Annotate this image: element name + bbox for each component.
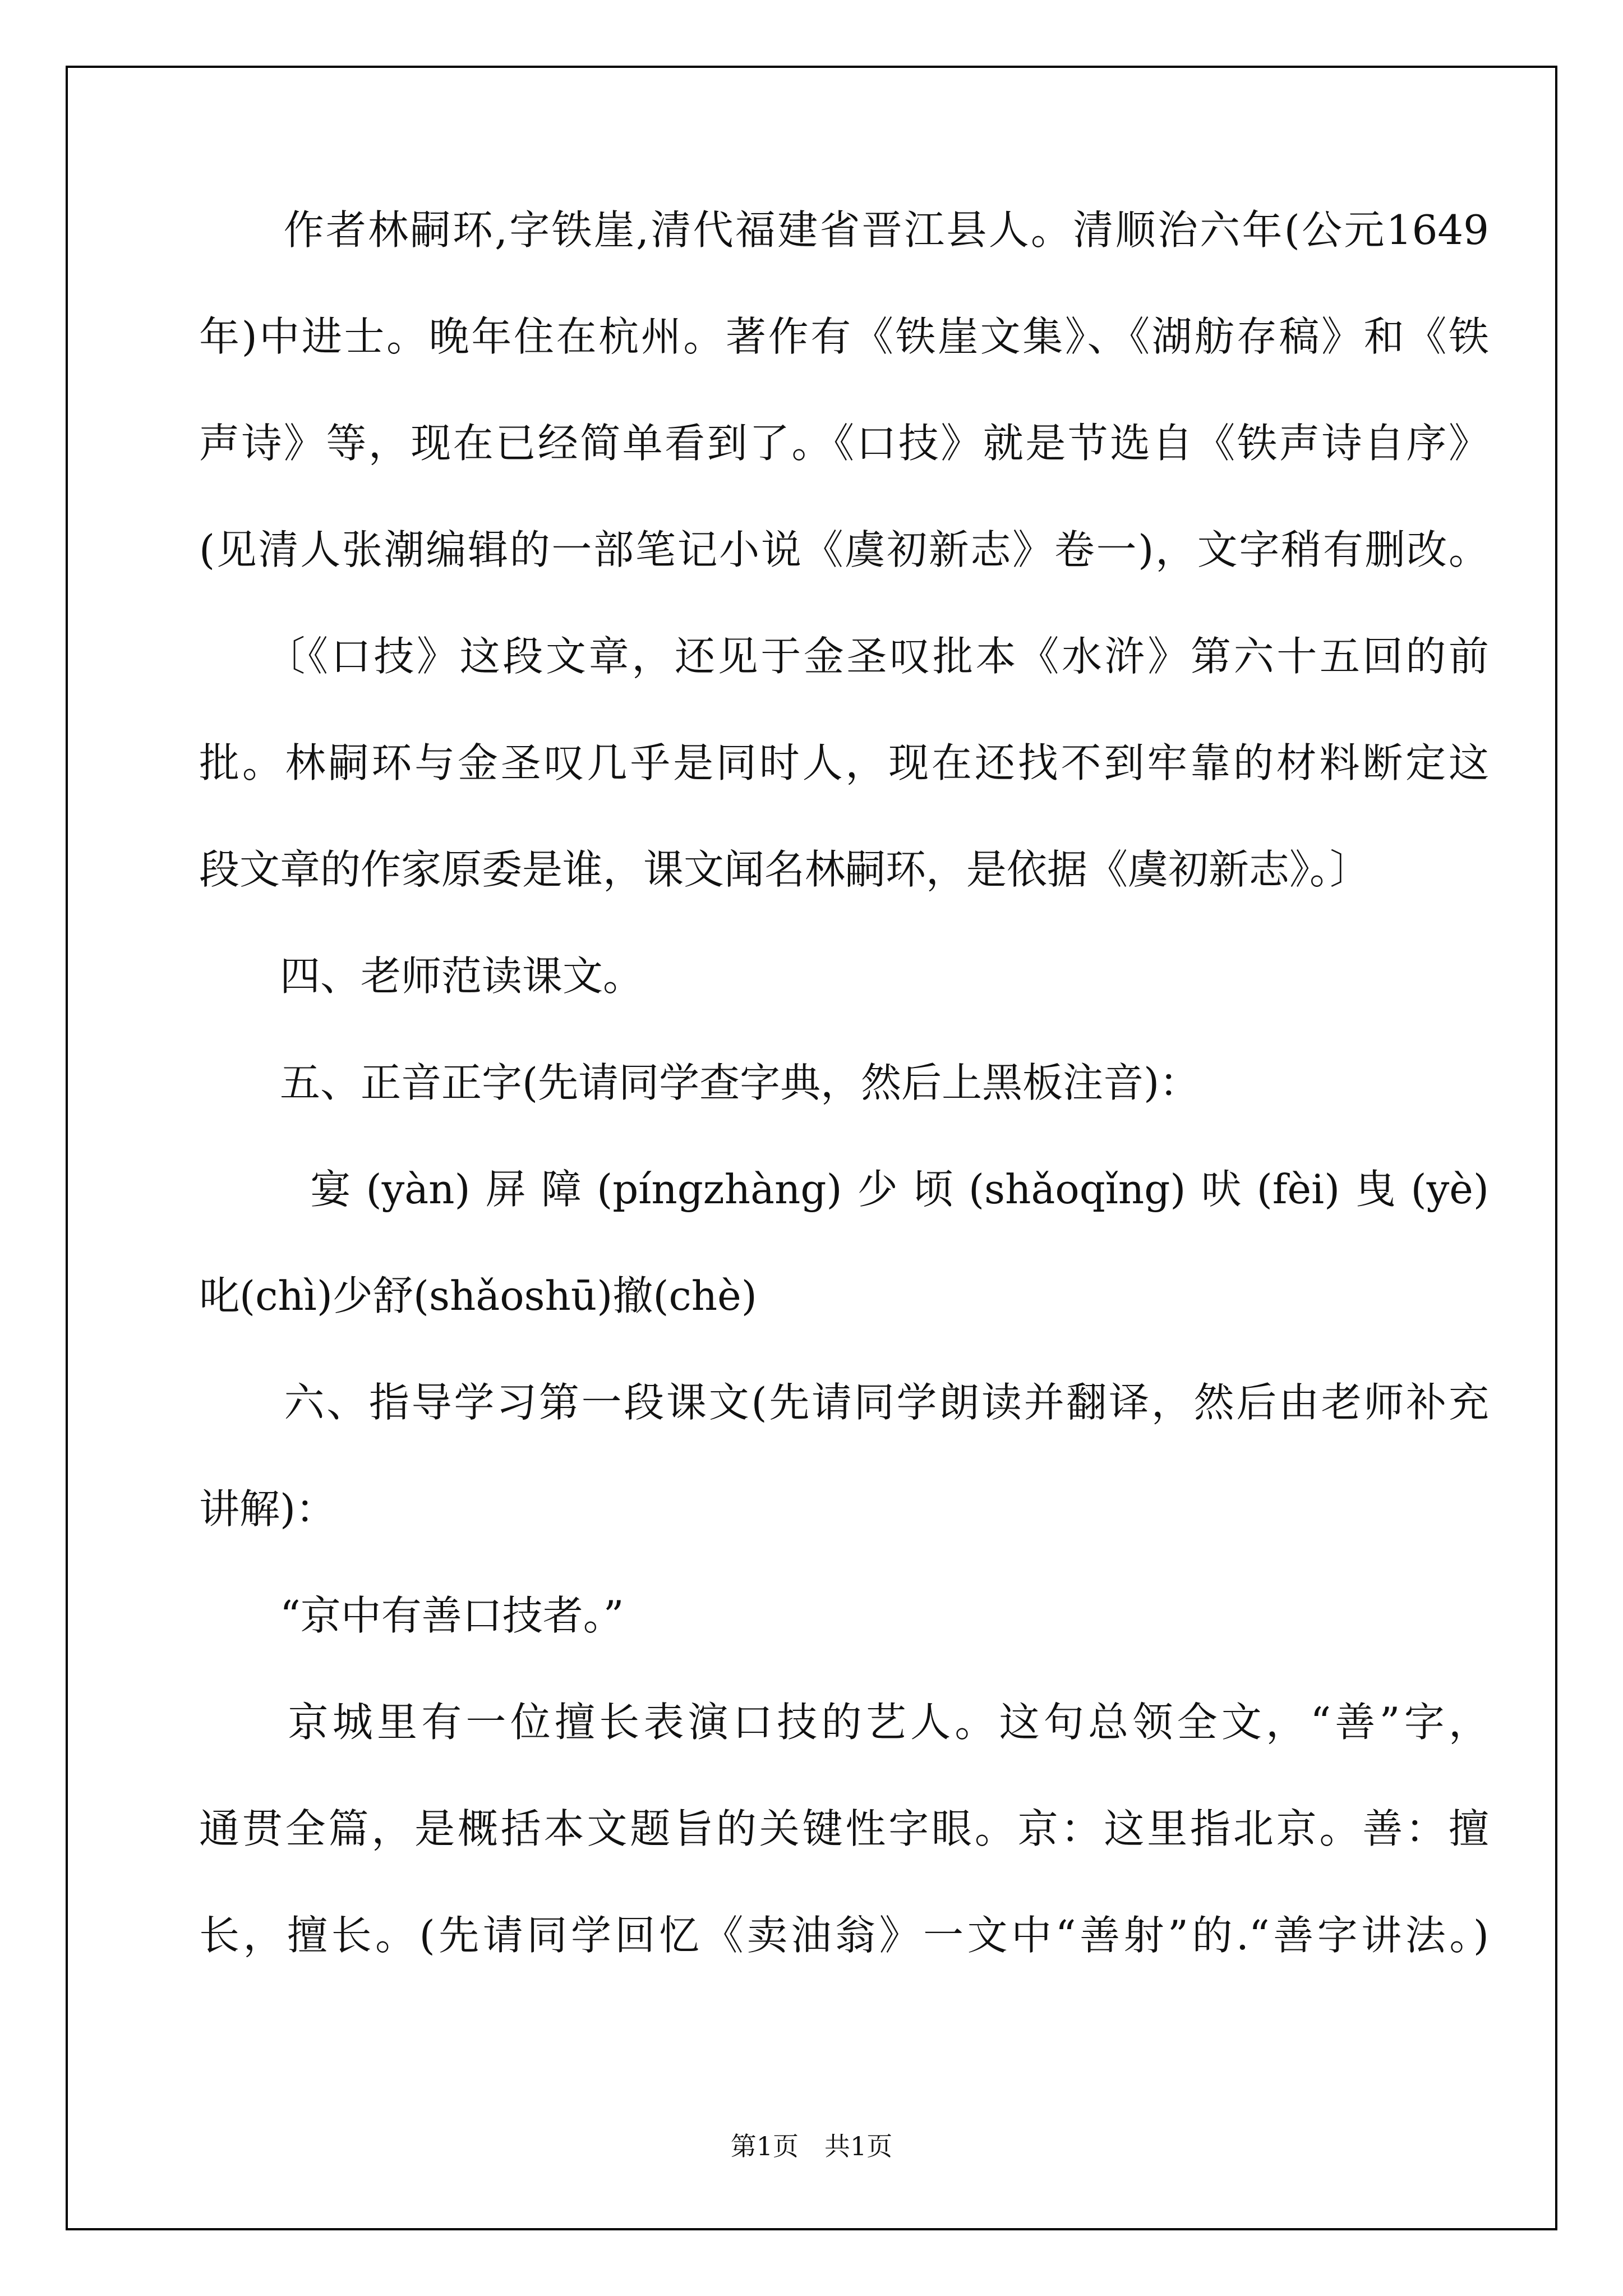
text-line-9: 五、正音正字(先请同学查字典，然后上黑板注音)： <box>199 1059 1200 1106</box>
text-line-4: (见清人张潮编辑的一部笔记小说《虞初新志》卷一)，文字稍有删改。 <box>199 526 1489 573</box>
text-line-2: 年)中进士。晚年住在杭州。著作有《铁崖文集》、《湖舫存稿》和《铁 <box>199 313 1489 360</box>
text-line-6: 批。林嗣环与金圣叹几乎是同时人，现在还找不到牢靠的材料断定这 <box>199 739 1489 786</box>
text-line-10: 宴(yàn)屏障(píngzhàng)少顷(shǎoqǐng)吠(fèi)曳(yè) <box>199 1166 1489 1213</box>
text-line-15: 京城里有一位擅长表演口技的艺人。这句总领全文，“善”字， <box>199 1699 1489 1746</box>
text-line-17: 长，擅长。(先请同学回忆《卖油翁》一文中“善射”的.“善字讲法。) <box>199 1912 1489 1959</box>
page-border <box>66 66 1557 2230</box>
text-line-3: 声诗》等，现在已经简单看到了。《口技》就是节选自《铁声诗自序》 <box>199 420 1489 467</box>
page-footer: 第1页 共1页 <box>730 2131 893 2161</box>
text-line-7: 段文章的作家原委是谁，课文闻名林嗣环，是依据《虞初新志》。〕 <box>199 846 1371 893</box>
text-line-12: 六、指导学习第一段课文(先请同学朗读并翻译，然后由老师补充 <box>199 1379 1489 1426</box>
text-line-14: “京中有善口技者。” <box>199 1592 624 1639</box>
text-line-1: 作者林嗣环,字铁崖,清代福建省晋江县人。清顺治六年(公元1649 <box>199 206 1489 254</box>
text-line-13: 讲解)： <box>199 1485 336 1533</box>
text-line-16: 通贯全篇，是概括本文题旨的关键性字眼。京：这里指北京。善：擅 <box>199 1805 1489 1852</box>
text-line-8: 四、老师范读课文。 <box>199 953 644 1000</box>
text-line-11: 叱(chì)少舒(shǎoshū)撤(chè) <box>199 1272 757 1319</box>
text-line-5: 〔《口技》这段文章，还见于金圣叹批本《水浒》第六十五回的前 <box>199 633 1489 680</box>
